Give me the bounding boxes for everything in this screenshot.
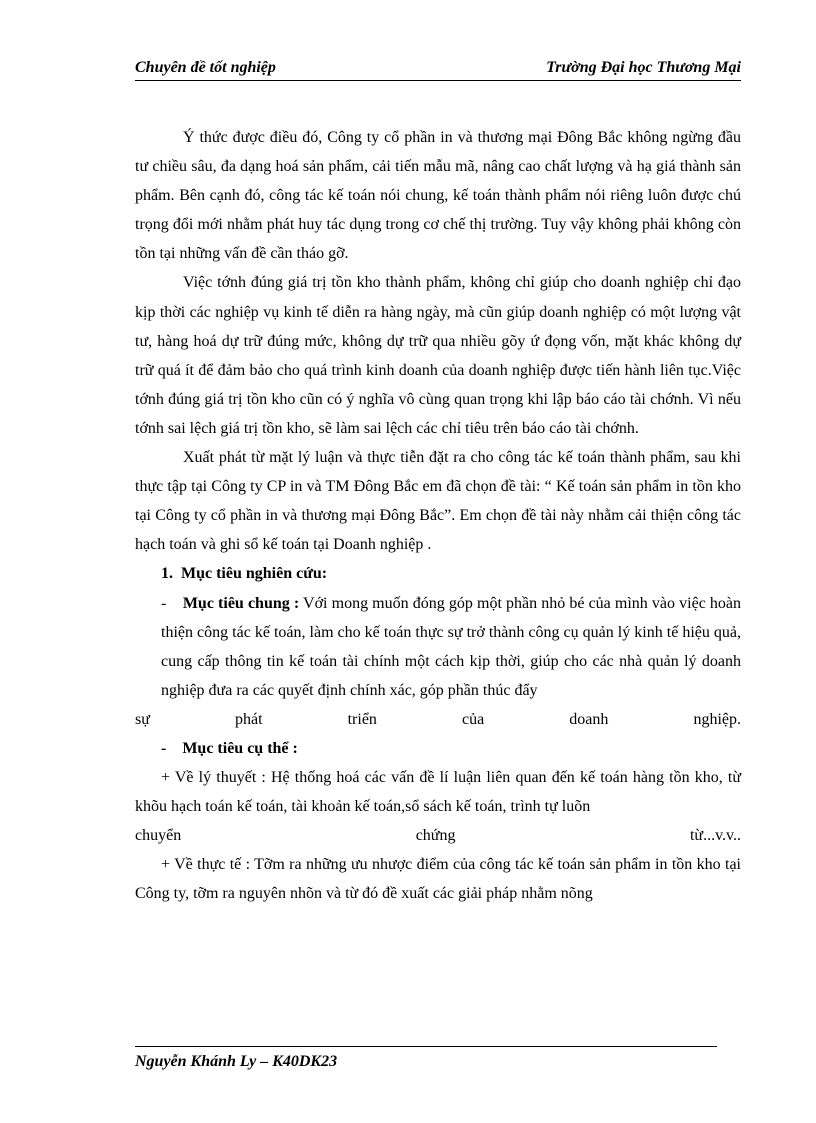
general-goal-text: Với mong muốn đóng góp một phần nhỏ bé của mình vào việc hoàn thiện công tác kế toán, làm cho kế toán thực sự trở thành công cụ quản lý kinh tế hiệu quả, cung cấp thông tin kế toán tài chính một cách kịp thời, giúp cho các nhà quản lý doanh nghiệp đưa ra các quyết định chính xác, góp phần thúc đẩy: [161, 594, 742, 699]
paragraph-3: Xuất phát từ mặt lý luận và thực tiễn đặt ra cho công tác kế toán thành phẩm, sau khi thực tập tại Công ty CP in và TM Đông Bắc em đã chọn đề tài: “ Kế toán sản phẩm in tồn kho tại Công ty cổ phần in và thương mại Đông Bắc”. Em chọn đề tài này nhằm cải thiện công tác hạch toán và ghi sổ kế toán tại Doanh nghiệp .: [135, 449, 741, 554]
section-heading-1: [135, 559, 741, 588]
document-body: [135, 123, 741, 909]
practice-paragraph: + Về thực tế : Tỡm ra những ưu nhược điểm của công tác kế toán sản phẩm in tồn kho tại Công ty, tỡm ra nguyên nhõn và từ đó đề xuất các giải pháp nhằm nõng: [135, 856, 741, 903]
general-goal-paragraph: [135, 589, 741, 705]
general-goal-last-line: sự phát triển của doanh nghiệp.: [135, 710, 741, 728]
bullet-dash: -: [161, 594, 167, 612]
specific-goal-heading: [135, 734, 741, 763]
header-left-title: Chuyên đề tốt nghiệp: [135, 59, 276, 76]
theory-last-line: chuyển chứng từ...v.v..: [135, 827, 741, 845]
general-goal-label: Mục tiêu chung :: [182, 594, 300, 612]
section-title: Mục tiêu nghiên cứu:: [181, 565, 328, 583]
footer-author: Nguyễn Khánh Ly – K40DK23: [135, 1053, 338, 1070]
footer-divider: [135, 1046, 717, 1047]
specific-goal-label: Mục tiêu cụ thể :: [182, 739, 298, 757]
theory-paragraph: + Về lý thuyết : Hệ thống hoá các vấn đề lí luận liên quan đến kế toán hàng tồn kho, từ khõu hạch toán kế toán, tài khoản kế toán,sổ sách kế toán, trình tự luõn: [135, 769, 741, 816]
section-number: 1.: [161, 565, 173, 583]
header-right-title: Trường Đại học Thương Mại: [546, 59, 741, 76]
paragraph-2: Việc tớnh đúng giá trị tồn kho thành phẩm, không chỉ giúp cho doanh nghiệp chỉ đạo kịp thời các nghiệp vụ kinh tế diễn ra hàng ngày, mà cũn giúp doanh nghiệp có một lượng vật tư, hàng hoá dự trữ đúng mức, không dự trữ qua nhiều gõy ứ đọng vốn, mặt khác không dự trữ quá ít để đảm bảo cho quá trình kinh doanh của doanh nghiệp được tiến hành liên tục.Việc tớnh đúng giá trị tồn kho cũn có ý nghĩa vô cùng quan trọng khi lập báo cáo tài chớnh. Vì nếu tớnh sai lệch giá trị tồn kho, sẽ làm sai lệch các chỉ tiêu trên báo cáo tài chớnh.: [135, 274, 741, 437]
page-header: [135, 58, 741, 81]
paragraph-1: Ý thức được điều đó, Công ty cổ phần in và thương mại Đông Bắc không ngừng đầu tư chiều sâu, đa dạng hoá sản phẩm, cải tiến mẫu mã, nâng cao chất lượng và hạ giá thành sản phẩm. Bên cạnh đó, công tác kế toán nói chung, kế toán thành phẩm nói riêng luôn được chú trọng đổi mới nhằm phát huy tác dụng trong cơ chế thị trường. Tuy vậy không phải không còn tồn tại những vấn đề cần tháo gỡ.: [135, 129, 741, 263]
bullet-dash: -: [161, 739, 167, 757]
